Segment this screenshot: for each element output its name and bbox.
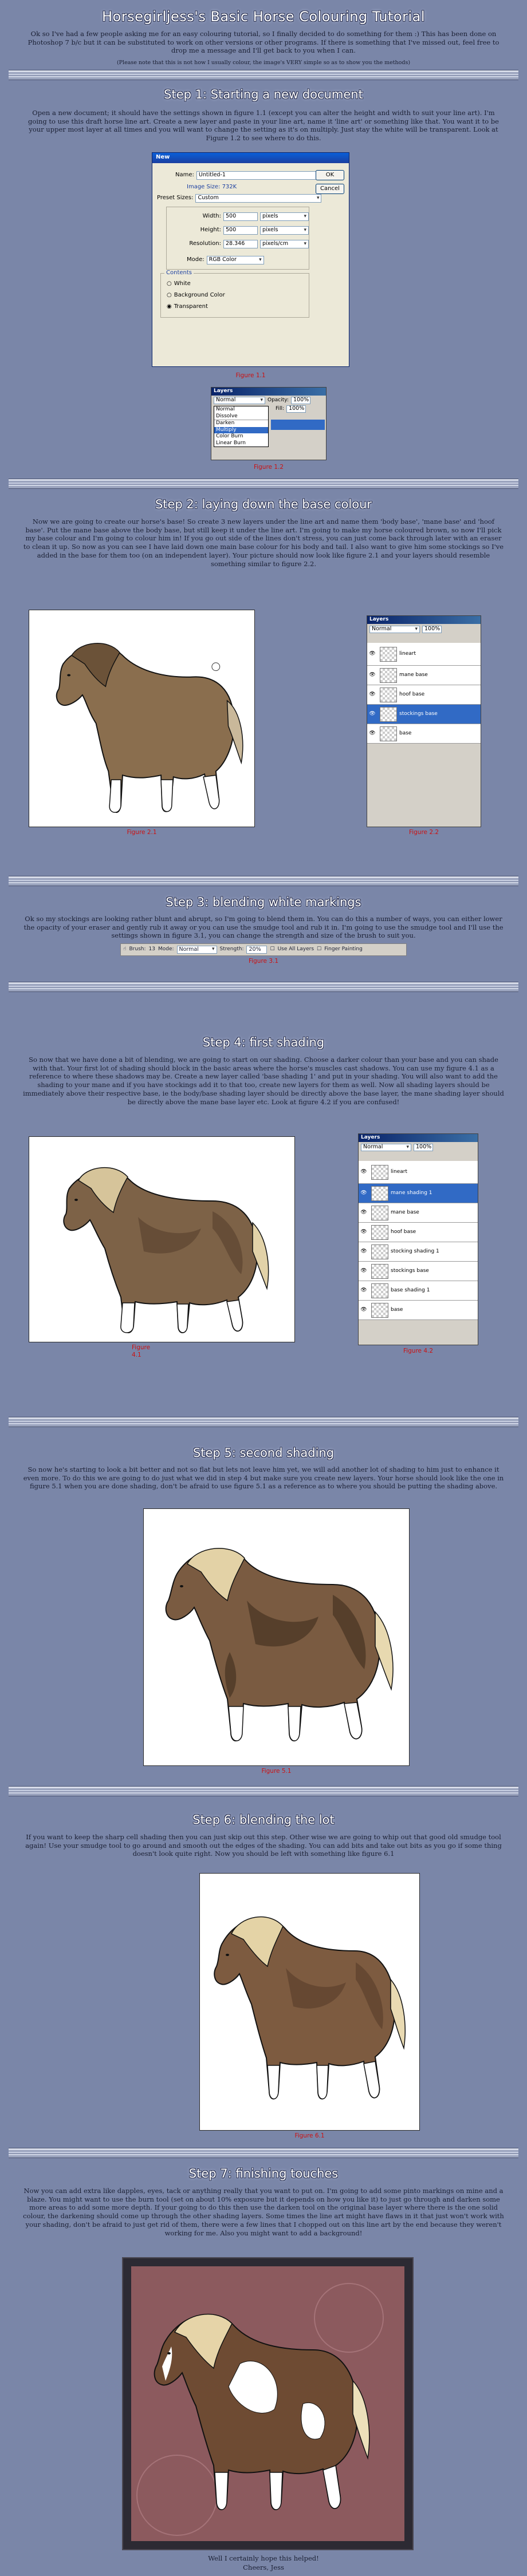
layer-name: mane shading 1 [391,1190,432,1196]
step5-text: So now he's starting to look a bit better and not so flat but lets not leave him yet, we will add another lot of shading to him just to enhance it even more. To do this we are going to do just what we did in step 4 but make sure you create new layers. Your horse should look like the one in figure 5.1 when you are done shading, don't be afraid to use figure 5.1 as a reference as to where you should be putting the shading above. [23,1465,504,1491]
layer-row[interactable] [359,1242,478,1262]
layers-blend-select[interactable]: Normal ▾ [369,626,420,633]
step7-title: Step 7: finishing touches [188,2167,339,2180]
layer-name: mane base [391,1209,419,1215]
figure-2-1-caption: Figure 2.1 [127,829,157,836]
layer-name: lineart [391,1168,407,1175]
height-label: Height: [200,227,221,234]
blend-mode-dropdown [214,406,269,447]
figure-1-1-caption: Figure 1.1 [235,372,266,379]
blend-option-color-burn[interactable]: Color Burn [216,433,243,440]
contents-option-transparent[interactable]: ◉ Transparent [167,303,208,310]
smudge-mode-select[interactable]: Normal ▾ [177,946,217,954]
layers-palette-title: Layers [367,616,481,624]
layer-thumbnail [371,1264,388,1279]
layer-row[interactable] [359,1262,478,1281]
layer-name: base [391,1306,403,1313]
figure-3-1-caption: Figure 3.1 [248,958,279,965]
width-label: Width: [202,213,221,220]
use-all-layers-label: Use All Layers [277,946,314,953]
layer-thumbnail [371,1165,388,1180]
layer-name: base shading 1 [391,1287,430,1293]
strength-field[interactable]: 20% [246,946,267,954]
eye-icon[interactable]: 👁 [360,1168,367,1175]
smudge-tool-icon: ☝ [123,946,127,953]
use-all-layers-checkbox[interactable]: ☐ [270,946,275,953]
intro-text: Ok so I've had a few people asking me for an easy colouring tutorial, so I finally decided to do something for them :) This has been done on Photoshop 7 b/c but it can be substituted to work on other versions or other programs. If there is something that I've missed out, feel free to drop me a message and I'll get back to you when I can. [27,30,500,55]
height-unit-select[interactable]: pixels ▾ [260,226,309,235]
layer-row[interactable] [359,1301,478,1320]
fill-label: Fill: [276,405,285,412]
layers-opacity-field[interactable]: 100% [422,626,442,633]
brush-label: Brush: [129,946,146,953]
section-divider [9,982,518,992]
opacity-label: Opacity: [268,397,289,403]
layer-thumbnail [380,707,397,722]
figure-5-1-image [143,1508,410,1766]
step5-title: Step 5: second shading [192,1446,335,1460]
step7-text: Now you can add extra like dapples, eyes, tack or anything really that you want to put on. I'm going to add some pinto markings on mine and a blaze. You might want to use the burn tool (set on about 10% exposure but it depends on how you like it) to just go through and darken some more areas to add some more depth. If your going to do this then use the darken tool on the original base layer where there is the one solid colour, the darkening should come up through the other shading layers. Some times the line art might have flaws in it that just won't work with your shading, don't be afraid to just get rid of them, there were a few lines that I chopped out on this line art by the end because they weren't working for me. Also you might want to add a background! [23,2187,504,2237]
layer-name: mane base [399,671,428,678]
resolution-field[interactable]: 28.346 [223,240,258,248]
layer-row[interactable] [359,1184,478,1203]
dialog-title: New [152,153,349,163]
blend-palette-title: Layers [211,388,326,396]
figure-5-1-caption: Figure 5.1 [261,1768,292,1775]
layer-row[interactable] [367,685,481,705]
figure-4-2-caption: Figure 4.2 [403,1348,434,1354]
figure-6-1-caption: Figure 6.1 [294,2132,325,2139]
intro-note: (Please note that this is not how I usually colour, the image's VERY simple so as to show you the methods) [116,60,411,66]
section-divider [9,70,518,80]
contents-group [160,270,309,318]
figure-6-1-image [199,1873,420,2131]
footer-line2: Cheers, Jess [243,2563,284,2571]
width-field[interactable]: 500 [223,212,258,221]
blend-mode-select[interactable]: Normal ▾ [214,397,265,404]
resolution-unit-select[interactable]: pixels/cm ▾ [260,240,309,248]
figure-1-2-caption: Figure 1.2 [253,464,284,471]
layer-row[interactable] [359,1203,478,1223]
layers-palette-fig22 [367,615,481,827]
step1-title: Step 1: Starting a new document [164,88,363,101]
final-horse-image [123,2258,412,2549]
mode-select[interactable]: RGB Color ▾ [207,256,264,264]
layer-row[interactable] [367,643,481,666]
layer-thumbnail [380,688,397,702]
eye-icon[interactable]: 👁 [369,730,376,736]
layer-thumbnail [380,647,397,662]
layer-row[interactable] [367,724,481,744]
figure-2-1-image [29,610,255,827]
layers-list [367,643,481,744]
opacity-field[interactable]: 100% [291,397,310,404]
figure-4-1-caption: Figure 4.1 [132,1344,151,1359]
resolution-label: Resolution: [189,240,221,247]
layer-thumbnail [371,1206,388,1220]
layer-thumbnail [371,1186,388,1201]
blend-option-normal[interactable]: Normal [216,406,235,412]
step3-text: Ok so my stockings are looking rather blunt and abrupt, so I'm going to blend them in. You can do this a number of ways, you can either lower the opacity of your eraser and gently rub it away or you can use the smudge tool and rub it in. I'm going to use the smudge tool and I'll use the settings shown in figure 3.1, you can change the strength and size of the brush to suit you. [23,915,504,940]
layer-name: stockings base [391,1267,429,1274]
step6-title: Step 6: blending the lot [192,1813,335,1827]
layer-thumbnail [371,1225,388,1240]
layer-thumbnail [371,1303,388,1318]
brush-size[interactable]: 13 [148,946,155,953]
blend-mode-palette [211,387,327,460]
layer-thumbnail [371,1283,388,1298]
new-document-dialog [152,152,349,367]
section-divider [9,2148,518,2158]
eye-icon[interactable]: 👁 [360,1306,367,1313]
eye-icon[interactable]: 👁 [360,1248,367,1254]
blend-option-darken[interactable]: Darken [214,420,268,427]
name-field[interactable]: Untitled-1 [196,171,325,180]
eye-icon[interactable]: 👁 [360,1228,367,1235]
layers-list [359,1161,478,1320]
layer-name: base [399,730,412,736]
layer-thumbnail [380,668,397,683]
layers-blend-select[interactable]: Normal ▾ [361,1144,411,1151]
blend-option-multiply[interactable]: Multiply [214,427,268,434]
layer-row[interactable] [359,1223,478,1242]
layer-name: lineart [399,650,416,657]
step1-text: Open a new document; it should have the settings shown in figure 1.1 (except you can alter the height and width to suit your line art). I'm going to use this draft horse line art. Create a new layer and paste in your line art, name it 'line art' or something like that. You want it to be your upper most layer at all times and you will want to change the setting as it's on multiply. Just stay the white will be transparent. Look at Figure 1.2 to see where to do this. [28,109,499,143]
layer-row[interactable] [367,666,481,685]
layer-thumbnail [380,726,397,741]
width-unit-select[interactable]: pixels ▾ [260,212,309,221]
blend-option-dissolve[interactable]: Dissolve [216,413,238,419]
layers-palette-title: Layers [359,1134,478,1142]
mode-label: Mode: [187,256,204,263]
strength-label: Strength: [219,946,244,953]
layer-name: hoof base [391,1228,416,1235]
name-label: Name: [175,172,194,179]
page-title: Horsegirljess's Basic Horse Colouring Tutorial [102,9,425,25]
step2-title: Step 2: laying down the base colour [155,497,372,511]
step4-title: Step 4: first shading [202,1036,325,1049]
step6-text: If you want to keep the sharp cell shading then you can just skip out this step. Other wise we are going to whip out that good old smudge tool again! Use your smudge tool to go around and smooth out the edges of the shading. You can add bits and take out bits as you go if some thing doesn't look quite right. Now you should be left with something like figure 6.1 [25,1833,502,1858]
step4-text: So now that we have done a bit of blending, we are going to start on our shading. Choose a darker colour than your base and you can shade with that. Your first lot of shading should block in the basic areas where the horse's muscles cast shadows. You can use my figure 4.1 as a reference to where these shadows may be. Create a new layer called 'base shading 1' and put in your shading. You will also want to add the shading to your mane and if you have stockings add it to that too, create new layers for them as well. Now all shading layers should be immediately above their respective base, ie the body/base shading layer should be directly above the base layer, the mane shading layer should be directly above the mane base layer etc. Look at figure 4.2 if you are confused! [23,1056,504,1106]
layer-name: hoof base [399,691,425,697]
contents-label: Contents [164,270,194,277]
layer-row[interactable] [359,1161,478,1184]
ok-button[interactable]: OK [316,170,344,180]
layer-name: stockings base [399,710,438,717]
mode-label: Mode: [158,946,174,953]
preset-select[interactable]: Custom ▾ [195,194,321,203]
eye-icon[interactable]: 👁 [360,1267,367,1274]
eye-icon[interactable]: 👁 [369,671,376,678]
eye-icon[interactable]: 👁 [360,1287,367,1293]
layer-row[interactable] [367,705,481,724]
finger-painting-label: Finger Painting [324,946,363,953]
layer-name: stocking shading 1 [391,1248,439,1254]
layer-thumbnail [371,1244,388,1259]
eye-icon[interactable]: 👁 [369,710,376,717]
smudge-options-bar [120,943,407,956]
section-divider [9,876,518,886]
eye-icon[interactable]: 👁 [360,1190,367,1196]
selected-layer-strip [271,420,325,430]
contents-option-white[interactable]: ○ White [167,280,191,287]
section-divider [9,479,518,489]
eye-icon[interactable]: 👁 [360,1209,367,1215]
section-divider [9,1417,518,1427]
contents-option-background[interactable]: ○ Background Color [167,292,225,298]
cancel-button[interactable]: Cancel [316,184,344,194]
layer-row[interactable] [359,1281,478,1301]
blend-option-linear-burn[interactable]: Linear Burn [216,440,246,446]
step2-text: Now we are going to create our horse's base! So create 3 new layers under the line art and name them 'body base', 'mane base' and 'hoof base'. Put the mane base above the body base, but still keep it under the line art. I'm going to make my horse coloured brown, so now I'll pick my base colour and I'm going to colour him in! If you go out side of the lines don't stress, you can just come back through later with an eraser to clean it up. So now as you can see I have laid down one main base colour for his body and tail. I also want to give him some stockings so I've added in the base for them too (on an independent layer). Your picture should now look like figure 2.1 and your layers should resemble something similar to figure 2.2. [23,517,504,568]
image-size-readout: Image Size: 732K [187,184,237,190]
preset-label: Preset Sizes: [157,195,194,202]
figure-4-1-image [29,1136,295,1342]
finger-painting-checkbox[interactable]: ☐ [317,946,322,953]
layers-palette-fig42 [358,1133,478,1345]
step3-title: Step 3: blending white markings [166,895,361,909]
figure-2-2-caption: Figure 2.2 [408,829,439,836]
section-divider [9,1786,518,1796]
eye-icon[interactable]: 👁 [369,650,376,657]
footer-line1: Well I certainly hope this helped! [208,2554,319,2562]
eye-icon[interactable]: 👁 [369,691,376,697]
fill-field[interactable]: 100% [286,405,306,413]
height-field[interactable]: 500 [223,226,258,235]
layers-opacity-field[interactable]: 100% [414,1144,433,1151]
